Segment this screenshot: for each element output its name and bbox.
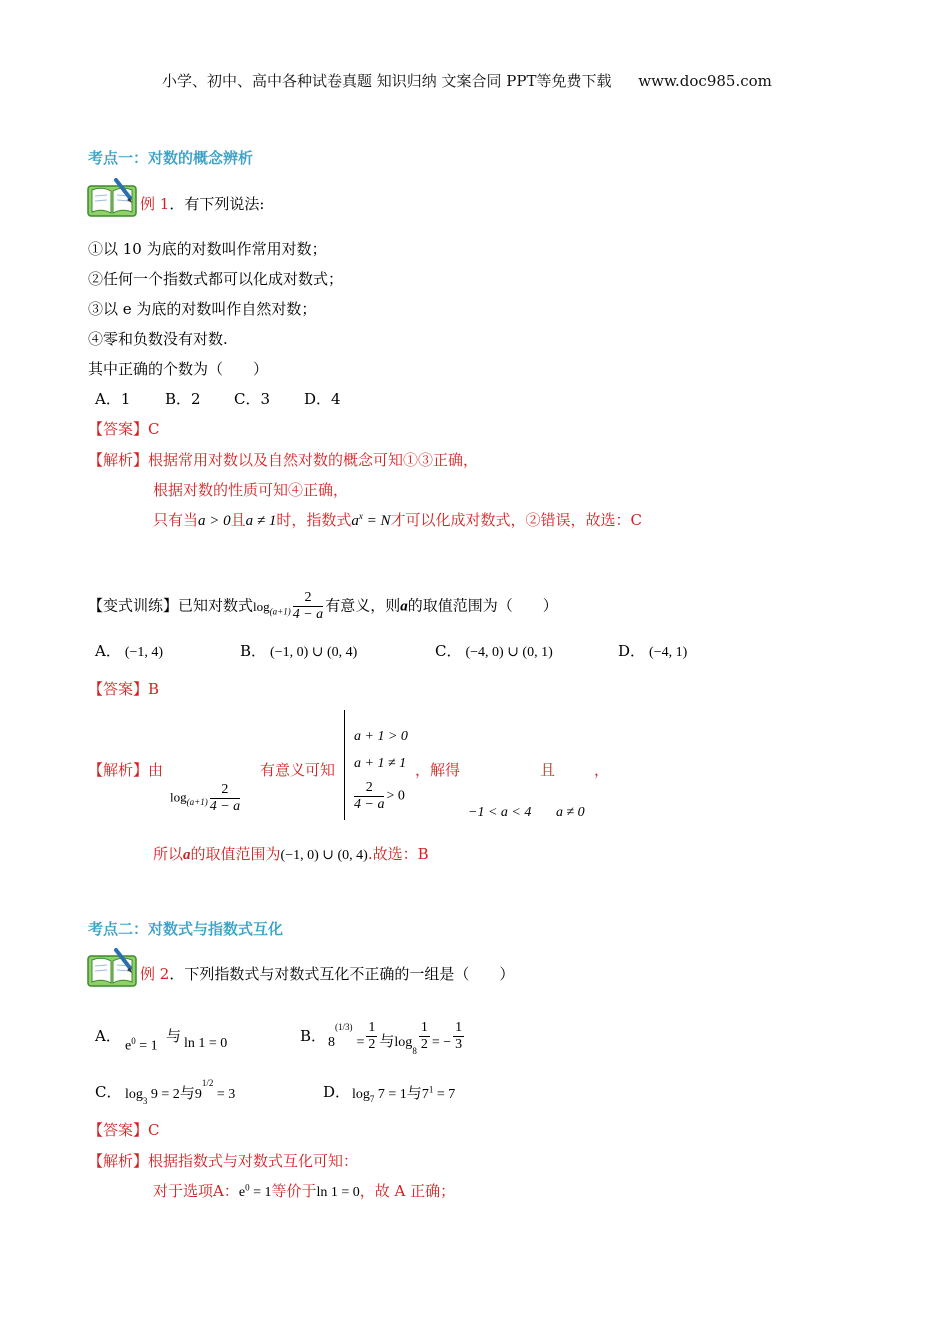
variant-option-a[interactable] — [95, 640, 163, 661]
numerator: 2 — [210, 782, 240, 799]
superscript: (1/3) — [335, 1021, 353, 1032]
variant-question — [88, 590, 558, 623]
math: e — [125, 1038, 132, 1054]
text: 只有当 — [153, 511, 199, 529]
numerator: 2 — [293, 590, 323, 607]
option-value: (−4, 0) ∪ (0, 1) — [465, 645, 553, 660]
answer-2 — [88, 1119, 160, 1140]
result-range: −1 < a < 4 — [468, 805, 532, 820]
system-brace — [344, 710, 351, 820]
analysis-label: 【解析】 — [88, 761, 149, 779]
analysis-1-line-1 — [88, 449, 478, 470]
denominator: 4 − a — [292, 607, 324, 622]
ex2-option-c-letter[interactable]: C． — [95, 1083, 122, 1101]
question-1: 其中正确的个数为（ ） — [88, 360, 269, 378]
math: = 1 — [135, 1038, 158, 1054]
result-neq: a ≠ 0 — [556, 805, 585, 820]
answer-value: B — [148, 680, 160, 698]
text: 对于选项A： — [153, 1182, 239, 1200]
math: = 7 — [433, 1087, 456, 1102]
superscript: 0 — [131, 1036, 136, 1046]
subscript: (a+1) — [186, 797, 208, 808]
math: 9 = 2 — [147, 1087, 180, 1102]
numerator: 2 — [354, 780, 384, 797]
text: 且 — [230, 511, 246, 529]
denominator: 4 − a — [354, 797, 385, 812]
text: .故选：B — [367, 845, 429, 863]
ex2-option-d-expr — [352, 1082, 455, 1104]
numerator: 1 — [368, 1020, 376, 1035]
math: 9 — [194, 1087, 202, 1102]
text: 所以 — [153, 845, 184, 863]
ex2-option-a-ln: ln 1 = 0 — [184, 1036, 228, 1051]
ex2-option-b-letter[interactable]: B． — [300, 1027, 327, 1045]
math: a ≠ 1 — [245, 513, 277, 529]
analysis-1-line-3 — [153, 509, 642, 530]
variant-option-d[interactable] — [618, 640, 687, 661]
option-d[interactable]: D．4 — [304, 390, 341, 408]
math: log — [394, 1034, 413, 1050]
text: 与 — [379, 1031, 395, 1050]
example-2-intro: ．下列指数式与对数式互化不正确的一组是（ ） — [169, 965, 515, 983]
statement-4: ④零和负数没有对数. — [88, 330, 228, 348]
option-letter: A． — [95, 642, 121, 660]
variant-analysis-label — [88, 759, 163, 780]
subscript: (a+1) — [269, 606, 291, 617]
variant-conclusion — [153, 843, 429, 864]
superscript: 1/2 — [201, 1078, 214, 1088]
analysis-text: 根据常用对数以及自然对数的概念可知①③正确， — [148, 451, 479, 469]
math: = 3 — [213, 1087, 236, 1102]
analysis-1-line-2: 根据对数的性质可知④正确， — [153, 481, 349, 499]
analysis-2-line-1 — [88, 1150, 358, 1171]
option-c[interactable]: C．3 — [234, 390, 271, 408]
denominator: 4 − a — [209, 799, 241, 814]
text: ，故 A 正确； — [359, 1182, 456, 1200]
example-2-title — [140, 963, 514, 984]
analysis-text: 根据指数式与对数式互化可知： — [148, 1152, 359, 1170]
math: > 0 — [386, 788, 405, 804]
option-value: (−1, 4) — [124, 645, 164, 660]
example-1-title — [140, 193, 264, 214]
text: 有意义，则 — [325, 596, 401, 615]
variant-meaning: 有意义可知 — [260, 761, 336, 779]
book-pencil-icon — [86, 178, 138, 222]
variant-option-c[interactable] — [435, 640, 553, 661]
text: 的取值范围为 — [190, 845, 281, 863]
answer-value: C — [148, 1121, 160, 1139]
example-1-label: 例 1 — [140, 195, 170, 213]
math: (−1, 0) ∪ (0, 4) — [280, 848, 368, 863]
subscript: 7 — [369, 1093, 375, 1104]
numerator: 1 — [420, 1020, 428, 1035]
text: 与 — [406, 1084, 422, 1102]
section-title-1: 考点一：对数的概念辨析 — [88, 149, 254, 167]
header-site[interactable]: www.doc985.com — [638, 72, 772, 90]
ex2-option-d-letter[interactable]: D． — [323, 1083, 351, 1101]
text: 与 — [179, 1084, 195, 1102]
text: 时，指数式 — [276, 511, 352, 529]
solve-text: ，解得 — [415, 761, 461, 779]
option-letter: D． — [618, 642, 646, 660]
analysis-2-line-2 — [153, 1180, 455, 1201]
text: 已知对数式 — [178, 596, 254, 615]
book-pencil-icon — [86, 948, 138, 992]
math: a — [183, 847, 191, 863]
math: log — [352, 1087, 370, 1102]
denominator: 2 — [368, 1037, 376, 1052]
math: 7 = 1 — [374, 1087, 407, 1102]
example-1-intro: ．有下列说法: — [169, 195, 265, 213]
subscript: 3 — [142, 1095, 148, 1106]
math: 8 — [328, 1034, 335, 1050]
text: 由 — [148, 761, 164, 779]
math: a — [400, 598, 408, 615]
math: log — [125, 1087, 143, 1102]
text: 才可以化成对数式，②错误，故选：C — [390, 511, 643, 529]
system-line-3 — [352, 780, 405, 813]
section-title-2: 考点二：对数式与指数式互化 — [88, 920, 284, 938]
analysis-label: 【解析】 — [88, 451, 149, 469]
and-text: 且 — [540, 761, 556, 779]
numerator: 1 — [455, 1020, 463, 1035]
math: 7 — [421, 1087, 429, 1102]
statement-1: ①以 10 为底的对数叫作常用对数； — [88, 240, 327, 258]
math: e — [238, 1185, 246, 1200]
answer-label: 【答案】 — [88, 680, 149, 698]
answer-label: 【答案】 — [88, 420, 149, 438]
math: = − — [431, 1034, 452, 1050]
superscript: 1 — [428, 1084, 434, 1095]
answer-1 — [88, 418, 160, 439]
statement-3: ③以 e 为底的对数叫作自然对数； — [88, 300, 317, 318]
option-letter: B． — [240, 642, 267, 660]
math: = — [356, 1034, 365, 1050]
option-value: (−4, 1) — [649, 645, 688, 660]
comma-text: ， — [594, 761, 610, 779]
math: a — [351, 513, 359, 529]
system-line-1: a + 1 > 0 — [354, 729, 408, 744]
variant-option-b[interactable] — [240, 640, 357, 661]
denominator: 2 — [420, 1037, 428, 1052]
system-line-2: a + 1 ≠ 1 — [354, 756, 407, 771]
math: log — [253, 598, 270, 614]
subscript: 8 — [412, 1045, 417, 1056]
variant-answer — [88, 678, 159, 699]
option-letter: C． — [435, 642, 462, 660]
ex2-option-b-expr — [328, 1012, 466, 1056]
variant-label: 【变式训练】 — [88, 596, 179, 615]
text: 等价于 — [271, 1182, 317, 1200]
denominator: 3 — [455, 1037, 463, 1052]
variant-log-expr — [170, 782, 242, 815]
analysis-label: 【解析】 — [88, 1152, 149, 1170]
answer-value: C — [148, 420, 160, 438]
ex2-option-c-expr — [125, 1074, 236, 1106]
ex2-option-a-and: 与 — [166, 1027, 182, 1045]
option-value: (−1, 0) ∪ (0, 4) — [270, 645, 358, 660]
statement-2: ②任何一个指数式都可以化成对数式； — [88, 270, 344, 288]
math: a > 0 — [198, 513, 231, 529]
text: 的取值范围为（ ） — [407, 596, 558, 615]
ex2-option-a-letter[interactable]: A． — [95, 1027, 121, 1045]
answer-label: 【答案】 — [88, 1121, 149, 1139]
math: log — [170, 789, 187, 805]
math: = N — [362, 513, 391, 529]
ex2-option-a-expr — [125, 1036, 158, 1055]
header-title: 小学、初中、高中各种试卷真题 知识归纳 文案合同 PPT等免费下载 — [162, 72, 612, 90]
math: ln 1 = 0 — [316, 1185, 360, 1200]
math: = 1 — [249, 1185, 272, 1200]
superscript: 0 — [245, 1182, 250, 1193]
page-header — [162, 70, 772, 91]
example-2-label: 例 2 — [140, 965, 170, 983]
option-a[interactable]: A．1 — [95, 390, 131, 408]
option-b[interactable]: B．2 — [165, 390, 201, 408]
superscript: x — [358, 511, 363, 521]
